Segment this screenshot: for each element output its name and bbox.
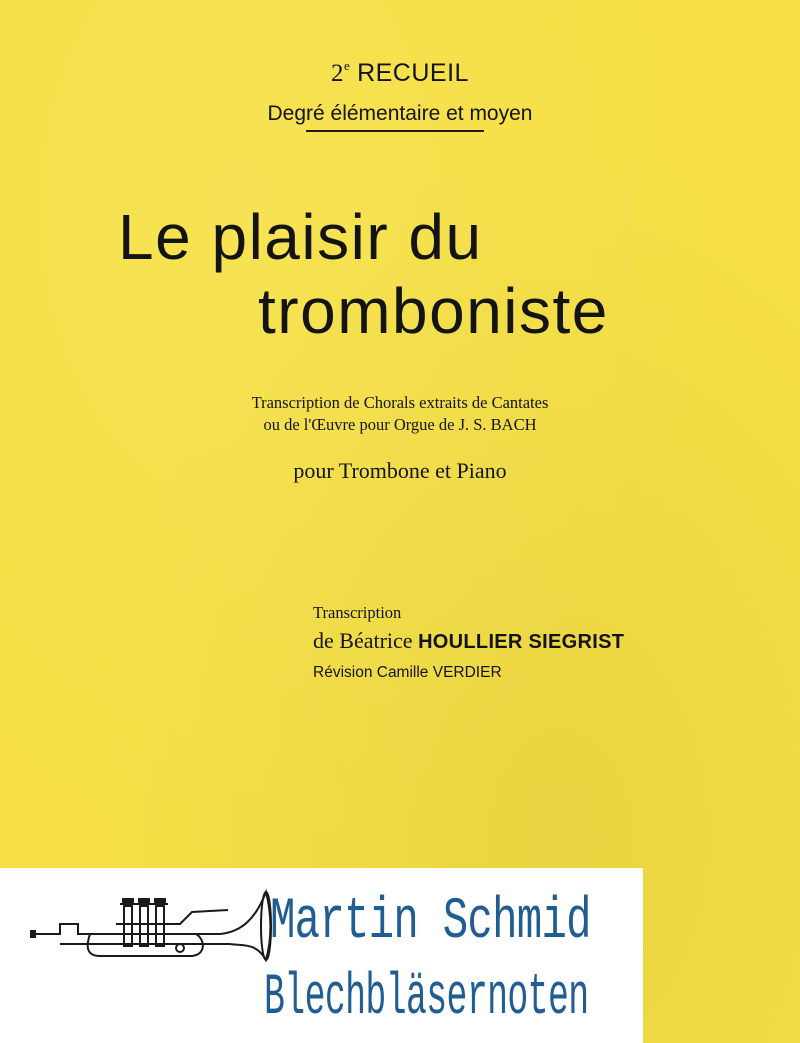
author-prefix: de Béatrice bbox=[313, 628, 413, 653]
instrumentation: pour Trombone et Piano bbox=[293, 458, 507, 483]
title-line-2: tromboniste bbox=[258, 275, 609, 347]
volume-label: RECUEIL bbox=[357, 59, 469, 87]
volume-heading bbox=[0, 58, 800, 88]
author-line bbox=[313, 628, 624, 654]
description-line-1: Transcription de Chorals extraits de Cantates bbox=[251, 393, 549, 412]
level-underline bbox=[306, 130, 484, 132]
description-line-2: ou de l'Œuvre pour Orgue de J. S. BACH bbox=[263, 415, 537, 434]
author-surname: HOULLIER SIEGRIST bbox=[418, 631, 625, 653]
level-text: Degré élémentaire et moyen bbox=[267, 102, 533, 125]
trumpet-icon bbox=[20, 882, 280, 962]
publisher-banner bbox=[0, 868, 643, 1043]
volume-suffix: e bbox=[344, 58, 351, 73]
publisher-name: Martin Schmid bbox=[270, 890, 591, 955]
publisher-tagline: Blechbläsernoten bbox=[264, 966, 589, 1031]
volume-number: 2 bbox=[331, 60, 345, 87]
title-line-1: Le plaisir du bbox=[118, 201, 483, 273]
revision-line: Révision Camille VERDIER bbox=[313, 664, 502, 681]
transcription-label: Transcription bbox=[313, 603, 402, 622]
